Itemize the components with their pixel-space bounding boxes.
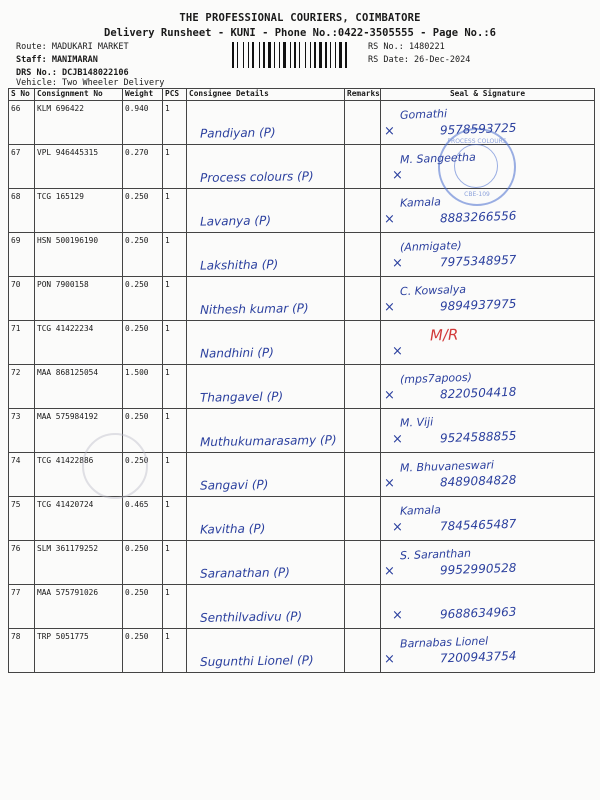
cell-consignment-no: KLM 696422 <box>35 101 123 145</box>
delivery-cross-mark: × <box>384 652 395 667</box>
signature-handwritten: (Anmigate) <box>399 238 462 255</box>
signature-handwritten: M. Sangeetha <box>399 150 476 167</box>
cell-pcs: 1 <box>163 101 187 145</box>
cell-weight: 1.500 <box>123 365 163 409</box>
signature-handwritten: Kamala <box>399 503 442 518</box>
cell-remarks <box>345 101 381 145</box>
cell-sno: 76 <box>9 541 35 585</box>
delivery-cross-mark: × <box>384 476 395 491</box>
cell-pcs: 1 <box>163 409 187 453</box>
cell-sno: 75 <box>9 497 35 541</box>
delivery-cross-mark: × <box>384 212 395 227</box>
phone-handwritten: 9688634963 <box>439 604 517 622</box>
col-pcs: PCS <box>163 89 187 101</box>
consignee-name-handwritten: Kavitha (P) <box>199 521 266 537</box>
cell-weight: 0.250 <box>123 629 163 673</box>
cell-consignment-no: TRP 5051775 <box>35 629 123 673</box>
phone-handwritten: 9578593725 <box>439 120 517 138</box>
cell-pcs: 1 <box>163 145 187 189</box>
cell-pcs: 1 <box>163 541 187 585</box>
cell-pcs: 1 <box>163 189 187 233</box>
cell-sno: 72 <box>9 365 35 409</box>
rs-date: RS Date: 26-Dec-2024 <box>368 55 471 65</box>
table-header-row <box>9 89 595 101</box>
signature-handwritten: S. Saranthan <box>399 546 472 563</box>
cell-remarks <box>345 277 381 321</box>
consignee-name-handwritten: Thangavel (P) <box>199 389 284 405</box>
cell-weight: 0.250 <box>123 233 163 277</box>
consignee-name-handwritten: Sangavi (P) <box>199 477 269 493</box>
cell-signature <box>381 321 595 365</box>
phone-handwritten: 8489084828 <box>439 472 517 490</box>
phone-handwritten: 9952990528 <box>439 560 517 578</box>
cell-consignment-no: SLM 361179252 <box>35 541 123 585</box>
cell-consignment-no: TCG 41422234 <box>35 321 123 365</box>
cell-consignment-no: TCG 41420724 <box>35 497 123 541</box>
cell-remarks <box>345 453 381 497</box>
cell-remarks <box>345 541 381 585</box>
cell-consignment-no: MAA 575984192 <box>35 409 123 453</box>
cell-consignment-no: HSN 500196190 <box>35 233 123 277</box>
signature-handwritten: M/R <box>429 325 459 345</box>
col-signature: Seal & Signature <box>381 89 595 101</box>
cell-weight: 0.270 <box>123 145 163 189</box>
consignee-name-handwritten: Nandhini (P) <box>199 345 274 361</box>
cell-sno: 74 <box>9 453 35 497</box>
consignee-name-handwritten: Lakshitha (P) <box>199 257 279 273</box>
cell-pcs: 1 <box>163 585 187 629</box>
cell-consignment-no: MAA 868125054 <box>35 365 123 409</box>
signature-handwritten: Barnabas Lionel <box>399 634 489 651</box>
delivery-cross-mark: × <box>392 168 403 183</box>
col-remarks: Remarks <box>345 89 381 101</box>
cell-consignment-no: VPL 946445315 <box>35 145 123 189</box>
consignee-name-handwritten: Nithesh kumar (P) <box>199 301 309 317</box>
phone-handwritten: 8220504418 <box>439 384 517 402</box>
cell-sno: 77 <box>9 585 35 629</box>
cell-consignment-no: TCG 41422886 <box>35 453 123 497</box>
cell-pcs: 1 <box>163 365 187 409</box>
delivery-cross-mark: × <box>392 520 403 535</box>
barcode <box>232 42 360 68</box>
col-consignment: Consignment No <box>35 89 123 101</box>
cell-remarks <box>345 585 381 629</box>
cell-consignment-no: TCG 165129 <box>35 189 123 233</box>
cell-remarks <box>345 409 381 453</box>
consignee-name-handwritten: Lavanya (P) <box>199 213 272 229</box>
cell-remarks <box>345 629 381 673</box>
col-consignee: Consignee Details <box>187 89 345 101</box>
signature-handwritten: C. Kowsalya <box>399 282 467 299</box>
cell-remarks <box>345 189 381 233</box>
cell-sno: 70 <box>9 277 35 321</box>
consignee-name-handwritten: Sugunthi Lionel (P) <box>199 653 314 669</box>
cell-sno: 69 <box>9 233 35 277</box>
cell-pcs: 1 <box>163 453 187 497</box>
col-weight: Weight <box>123 89 163 101</box>
cell-sno: 73 <box>9 409 35 453</box>
phone-handwritten: 7845465487 <box>439 516 517 534</box>
cell-sno: 66 <box>9 101 35 145</box>
phone-handwritten: 9894937975 <box>439 296 517 314</box>
cell-remarks <box>345 365 381 409</box>
cell-remarks <box>345 497 381 541</box>
delivery-cross-mark: × <box>392 432 403 447</box>
cell-weight: 0.250 <box>123 453 163 497</box>
cell-sno: 67 <box>9 145 35 189</box>
cell-sno: 68 <box>9 189 35 233</box>
delivery-cross-mark: × <box>384 124 395 139</box>
cell-weight: 0.250 <box>123 321 163 365</box>
cell-remarks <box>345 233 381 277</box>
faded-seal-stamp <box>82 433 148 499</box>
consignee-name-handwritten: Pandiyan (P) <box>199 125 276 141</box>
cell-pcs: 1 <box>163 321 187 365</box>
cell-weight: 0.940 <box>123 101 163 145</box>
table-row <box>9 321 595 365</box>
signature-handwritten: (mps7apoos) <box>399 370 473 387</box>
phone-handwritten: 8883266556 <box>439 208 517 226</box>
route-label: Route: MADUKARI MARKET <box>16 42 129 52</box>
delivery-cross-mark: × <box>392 608 403 623</box>
consignee-name-handwritten: Process colours (P) <box>199 169 314 185</box>
cell-sno: 78 <box>9 629 35 673</box>
cell-pcs: 1 <box>163 497 187 541</box>
delivery-cross-mark: × <box>384 388 395 403</box>
phone-handwritten: 7975348957 <box>439 252 517 270</box>
cell-weight: 0.250 <box>123 585 163 629</box>
signature-handwritten: M. Viji <box>399 415 434 430</box>
signature-handwritten: Gomathi <box>399 107 448 122</box>
cell-pcs: 1 <box>163 233 187 277</box>
cell-pcs: 1 <box>163 277 187 321</box>
rs-number: RS No.: 1480221 <box>368 42 445 52</box>
cell-weight: 0.250 <box>123 189 163 233</box>
cell-sno: 71 <box>9 321 35 365</box>
cell-consignment-no: PON 7900158 <box>35 277 123 321</box>
col-sno: S No <box>9 89 35 101</box>
consignee-name-handwritten: Saranathan (P) <box>199 565 291 581</box>
cell-remarks <box>345 145 381 189</box>
signature-handwritten: Kamala <box>399 195 442 210</box>
phone-handwritten: 9524588855 <box>439 428 517 446</box>
cell-weight: 0.250 <box>123 277 163 321</box>
cell-pcs: 1 <box>163 629 187 673</box>
consignee-name-handwritten: Muthukumarasamy (P) <box>199 432 337 450</box>
consignee-name-handwritten: Senthilvadivu (P) <box>199 609 303 625</box>
runsheet-title: THE PROFESSIONAL COURIERS, COIMBATORE <box>179 12 421 24</box>
cell-consignment-no: MAA 575791026 <box>35 585 123 629</box>
delivery-cross-mark: × <box>384 300 395 315</box>
staff-label: Staff: MANIMARAN <box>16 55 98 65</box>
delivery-cross-mark: × <box>392 344 403 359</box>
signature-handwritten: M. Bhuvaneswari <box>399 458 495 475</box>
delivery-cross-mark: × <box>392 256 403 271</box>
cell-weight: 0.465 <box>123 497 163 541</box>
runsheet-subtitle: Delivery Runsheet - KUNI - Phone No.:0422-3505555 - Page No.:6 <box>104 27 496 39</box>
vehicle-label: Vehicle: Two Wheeler Delivery <box>16 78 165 88</box>
delivery-cross-mark: × <box>384 564 395 579</box>
cell-remarks <box>345 321 381 365</box>
cell-weight: 0.250 <box>123 541 163 585</box>
phone-handwritten: 7200943754 <box>439 648 517 666</box>
company-seal-stamp: PROCESS COLOURS CBE-109 <box>438 128 516 206</box>
cell-weight: 0.250 <box>123 409 163 453</box>
drs-number: DRS No.: DCJB148022106 <box>16 68 129 78</box>
